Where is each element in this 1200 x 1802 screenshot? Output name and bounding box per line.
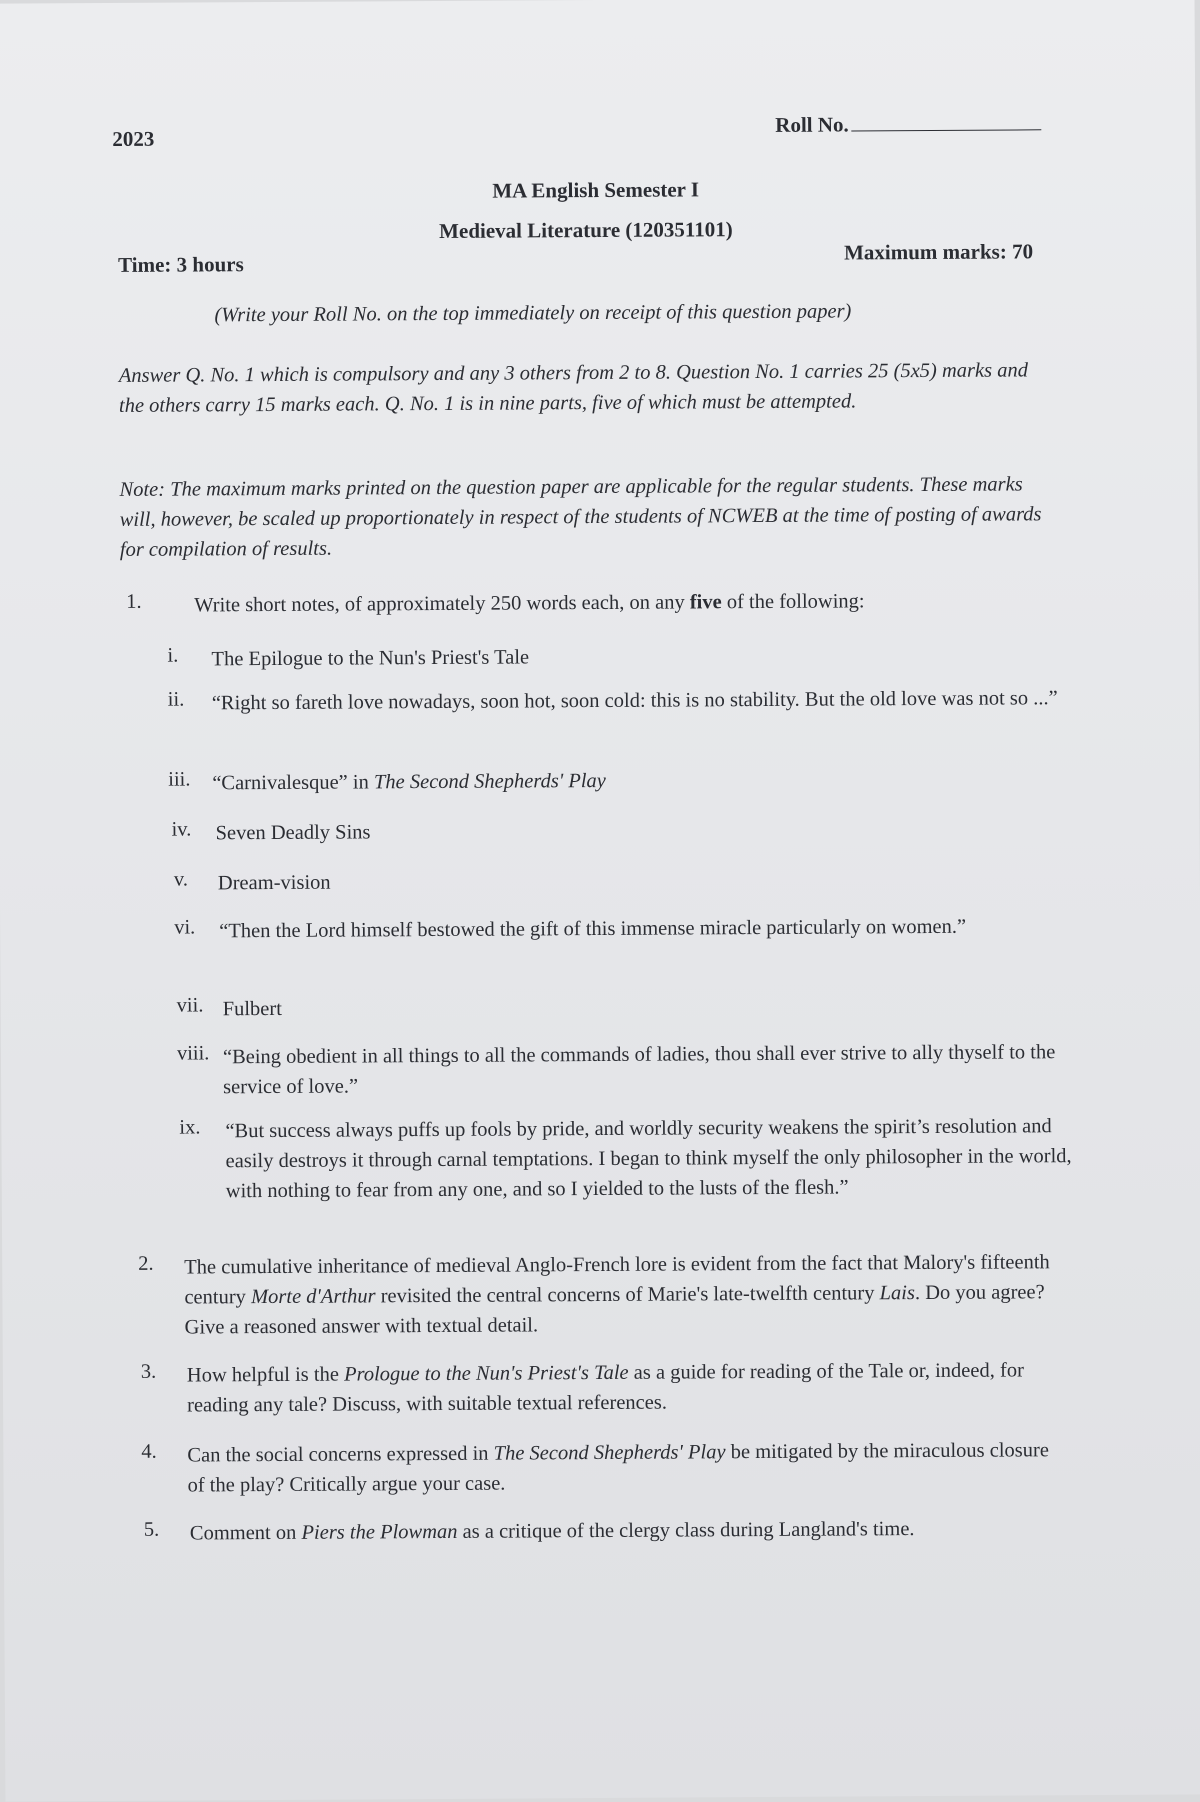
roll-number-instruction: (Write your Roll No. on the top immediately on receipt of this question paper) xyxy=(214,300,852,327)
question-1-lead-a: Write short notes, of approximately 250 words each, on any xyxy=(194,591,690,617)
course-title: Medieval Literature (120351101) xyxy=(439,217,733,243)
q1-item-text-a: “Carnivalesque” in xyxy=(212,771,375,795)
question-1-lead-c: of the following: xyxy=(721,590,865,614)
marks-note: Note: The maximum marks printed on the question paper are applicable for the regular students. These marks will, however, be scaled up proportionately in respect of the students of NCWEB at the time of posting of awards for compilation of results. xyxy=(119,473,1042,561)
q1-item-text: “Right so fareth love nowadays, soon hot, soon cold: this is no stability. But the old love was not so ...” xyxy=(211,687,1058,715)
question-4-title-play: The Second Shepherds' Play xyxy=(493,1441,726,1465)
question-2-text-c: revisited the central concerns of Marie's late-twelfth century xyxy=(375,1282,880,1308)
question-5-number: 5. xyxy=(143,1518,160,1541)
q1-item-text: Seven Deadly Sins xyxy=(215,821,371,845)
q1-item-number: ix. xyxy=(179,1116,201,1139)
question-2-text-e: . Do you agree? Give a reasoned answer with textual detail. xyxy=(184,1281,1045,1339)
question-4-number: 4. xyxy=(141,1440,157,1463)
question-5-text xyxy=(190,1513,1070,1548)
question-4-text-c: be mitigated by the miraculous closure of the play? Critically argue your case. xyxy=(187,1439,1049,1497)
q1-item-number: viii. xyxy=(176,1042,210,1065)
q1-item-text: “Then the Lord himself bestowed the gift of this immense miracle particularly on women.” xyxy=(219,915,967,943)
question-2-number: 2. xyxy=(138,1252,154,1275)
question-1-number: 1. xyxy=(126,590,142,613)
question-5-text-c: as a critique of the clergy class during Langland's time. xyxy=(457,1518,915,1543)
roll-number-field xyxy=(775,111,1041,138)
question-5-text-a: Comment on xyxy=(189,1521,302,1545)
roll-number-label: Roll No. xyxy=(775,112,849,137)
question-4-text xyxy=(187,1435,1067,1500)
question-3-number: 3. xyxy=(140,1360,157,1383)
question-1-text xyxy=(194,585,1094,620)
q1-item-text: The Epilogue to the Nun's Priest's Tale xyxy=(211,646,530,671)
q1-item-text: Dream-vision xyxy=(217,871,331,895)
q1-item-text-title: The Second Shepherds' Play xyxy=(373,769,606,794)
q1-item-number: iii. xyxy=(168,768,191,791)
q1-item-number: vii. xyxy=(176,994,204,1017)
program-title: MA English Semester I xyxy=(492,177,700,203)
q1-item-number: vi. xyxy=(174,916,196,939)
question-4-text-a: Can the social concerns expressed in xyxy=(187,1442,494,1467)
question-2-text xyxy=(184,1247,1065,1342)
question-1-lead-five: five xyxy=(689,591,722,614)
question-3-text xyxy=(187,1355,1067,1420)
q1-item-number: i. xyxy=(167,644,179,667)
q1-item-text: “But success always puffs up fools by pride, and worldly security weakens the spirit’s resolution and easily destroys it through carnal temptations. I began to think myself the only philosopher in the world, with nothing to fear from any one, and so I yielded to the lusts of the flesh.” xyxy=(225,1115,1072,1203)
maximum-marks: Maximum marks: 70 xyxy=(843,239,1034,265)
q1-item-number: ii. xyxy=(167,688,185,711)
question-3-text-a: How helpful is the xyxy=(186,1363,345,1387)
q1-item-text: Fulbert xyxy=(222,997,282,1021)
question-2-title-morte: Morte d'Arthur xyxy=(250,1285,376,1309)
q1-item-number: v. xyxy=(173,868,188,891)
q1-item-text: “Being obedient in all things to all the commands of ladies, thou shall ever strive to ally thyself to the service of love.” xyxy=(222,1041,1056,1099)
question-2-text-a: The cumulative inheritance of medieval Anglo-French lore is evident from the fact that Malory's fifteenth century xyxy=(184,1251,1050,1309)
exam-year: 2023 xyxy=(112,126,155,151)
question-3-text-c: as a guide for reading of the Tale or, indeed, for reading any tale? Discuss, with suitable textual references. xyxy=(187,1359,1024,1417)
exam-duration: Time: 3 hours xyxy=(118,252,244,277)
roll-number-blank xyxy=(851,129,1041,131)
q1-item-number: iv. xyxy=(171,818,192,841)
question-5-title-piers: Piers the Plowman xyxy=(301,1520,458,1544)
question-3-title-prologue: Prologue to the Nun's Priest's Tale xyxy=(343,1361,629,1386)
q1-item-text xyxy=(212,763,1062,798)
answer-instructions: Answer Q. No. 1 which is compulsory and any 3 others from 2 to 8. Question No. 1 carries 25 (5x5) marks and the others carry 15 marks each. Q. No. 1 is in nine parts, five of which must be attempted. xyxy=(118,359,1029,417)
question-2-title-lais: Lais xyxy=(879,1282,915,1305)
